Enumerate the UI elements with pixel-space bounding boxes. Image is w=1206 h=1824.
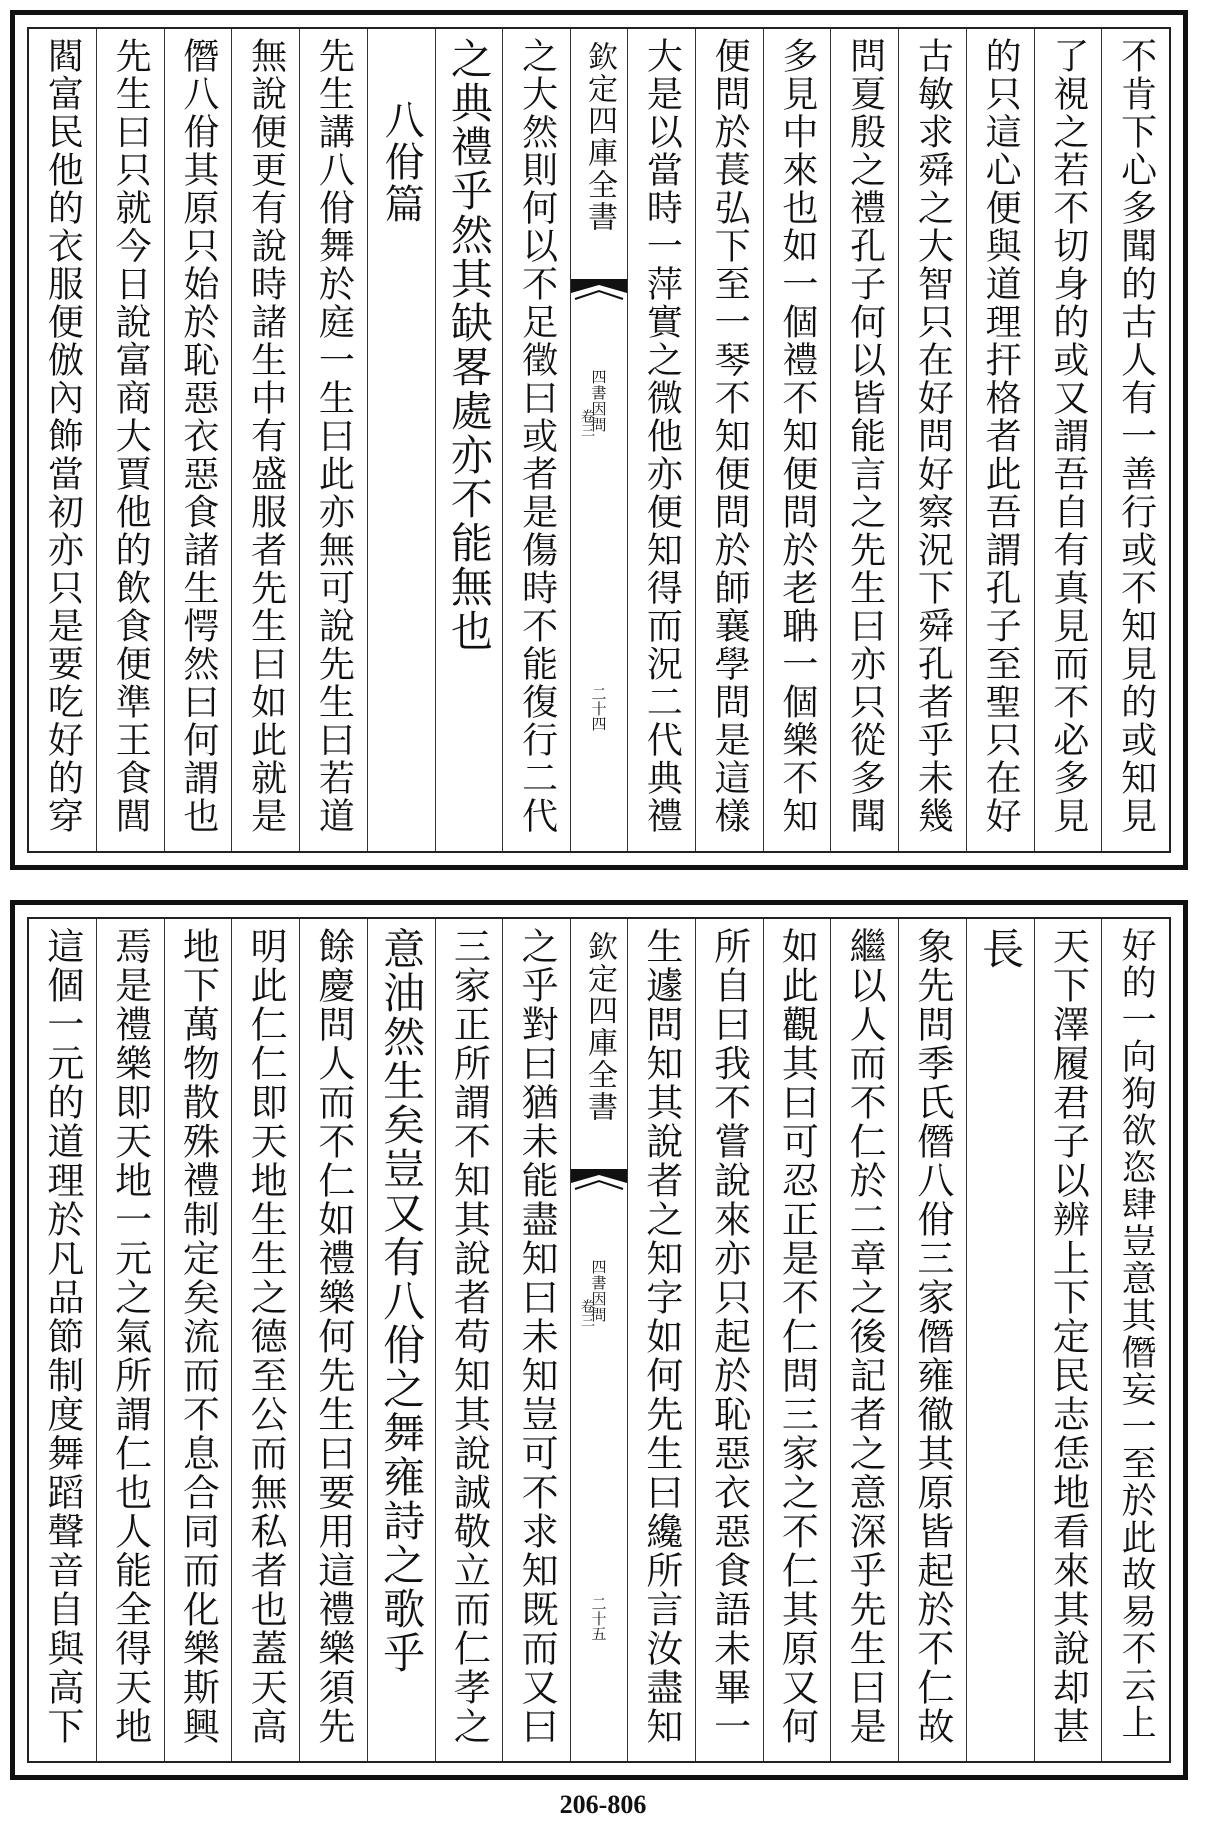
book-title: 欽定四庫全書	[582, 41, 617, 233]
column-text: 如此觀其曰可忍正是不仁問三家之不仁其原又何	[775, 927, 819, 1746]
column-text: 意油然生矣豈又有八佾之舞雍詩之歌乎	[377, 927, 427, 1675]
page-frame	[27, 917, 1171, 1763]
page-number: 二十四	[589, 686, 608, 731]
text-column	[763, 29, 831, 851]
text-column	[164, 29, 232, 851]
column-text: 天下澤履君子以辨上下定民志恁地看來其說却甚	[1046, 927, 1090, 1746]
volume-label: 卷三	[579, 1299, 595, 1327]
column-text: 古敏求舜之大智只在好問好察況下舜孔者乎未幾	[912, 37, 954, 835]
text-column	[164, 919, 232, 1761]
text-column	[695, 919, 763, 1761]
column-text: 長	[976, 927, 1026, 971]
column-text: 大是以當時一萍實之微他亦便知得而況二代典禮	[641, 37, 683, 835]
column-text: 餘慶問人而不仁如禮樂何先生曰要用這禮樂須先	[311, 927, 355, 1746]
column-text: 問夏殷之禮孔子何以皆能言之先生曰亦只從多聞	[844, 37, 886, 835]
text-column	[1101, 919, 1169, 1761]
text-column	[29, 29, 96, 851]
column-text: 的只這心便與道理扞格者此吾謂孔子至聖只在好	[980, 37, 1022, 835]
fishtail-ornament-icon	[571, 279, 627, 319]
text-column	[1034, 919, 1102, 1761]
column-text: 之典禮乎然其缺畧處亦不能無也	[444, 37, 494, 653]
fishtail-ornament-icon	[571, 1169, 627, 1209]
column-text: 好的一向狗欲恣肆豈意其僭妄一至於此故易不云上	[1116, 927, 1157, 1741]
column-text: 閻富民他的衣服便倣內飾當初亦只是要吃好的穿	[42, 37, 84, 835]
column-text: 焉是禮樂即天地一元之氣所謂仁也人能全得天地	[108, 927, 152, 1746]
text-column	[627, 919, 695, 1761]
text-column	[367, 919, 435, 1761]
text-column	[231, 919, 299, 1761]
column-text: 明此仁仁即天地生生之德至公而無私者也蓋天高	[244, 927, 288, 1746]
text-column	[299, 919, 367, 1761]
column-text: 先生講八佾舞於庭一生曰此亦無可說先生曰若道	[313, 37, 355, 835]
text-column	[695, 29, 763, 851]
text-column	[830, 919, 898, 1761]
text-column	[1101, 29, 1169, 851]
center-banner	[570, 29, 627, 851]
page-bottom	[10, 900, 1188, 1780]
column-text: 僭八佾其原只始於恥惡衣惡食諸生愕然曰何謂也	[177, 37, 219, 835]
book-title: 欽定四庫全書	[582, 931, 617, 1123]
text-column	[502, 919, 570, 1761]
volume-label: 卷三	[579, 409, 595, 437]
column-text: 三家正所謂不知其說者苟知其說誠敬立而仁孝之	[447, 927, 491, 1746]
page-top	[10, 10, 1188, 870]
text-column	[96, 29, 164, 851]
text-column	[763, 919, 831, 1761]
text-column	[898, 919, 966, 1761]
column-text: 便問於萇弘下至一琴不知便問於師襄學問是這樣	[709, 37, 751, 835]
text-column	[627, 29, 695, 851]
text-column	[1034, 29, 1102, 851]
page-frame	[27, 27, 1171, 853]
text-column	[435, 29, 503, 851]
text-column	[502, 29, 570, 851]
column-text: 繼以人而不仁於二章之後記者之意深乎先生曰是	[843, 927, 887, 1746]
column-text: 生遽問知其說者之知字如何先生曰纔所言汝盡知	[639, 927, 683, 1746]
text-column	[966, 29, 1034, 851]
column-text: 象先問季氏僭八佾三家僭雍徹其原皆起於不仁故	[910, 927, 954, 1746]
text-column	[96, 919, 164, 1761]
book-subtitle: 四書因問	[589, 1259, 608, 1323]
text-column	[231, 29, 299, 851]
column-text: 多見中來也如一個禮不知便問於老聃一個樂不知	[776, 37, 818, 835]
column-text: 了視之若不切身的或又謂吾自有真見而不必多見	[1047, 37, 1089, 835]
page-code: 206-806	[559, 1790, 647, 1819]
column-text: 先生曰只就今日說富商大賈他的飲食便準王食閭	[110, 37, 152, 835]
column-text: 之大然則何以不足徵曰或者是傷時不能復行二代	[516, 37, 558, 835]
column-text: 不肯下心多聞的古人有一善行或不知見的或知見	[1115, 37, 1157, 835]
text-column	[299, 29, 367, 851]
text-column	[966, 919, 1034, 1761]
text-column	[898, 29, 966, 851]
column-text: 這個一元的道理於凡品節制度舞蹈聲音自與高下	[40, 927, 84, 1746]
text-column	[29, 919, 96, 1761]
center-banner	[570, 919, 627, 1761]
column-text: 八佾篇	[378, 99, 425, 225]
text-columns	[29, 919, 1169, 1761]
column-text: 無說便更有說時諸生中有盛服者先生曰如此就是	[245, 37, 287, 835]
text-column	[830, 29, 898, 851]
page-number: 二十五	[589, 1596, 608, 1641]
column-text: 地下萬物散殊禮制定矣流而不息合同而化樂斯興	[176, 927, 220, 1746]
column-text: 所自曰我不嘗說來亦只起於恥惡衣惡食語未畢一	[707, 927, 751, 1746]
text-column	[367, 29, 435, 851]
text-columns	[29, 29, 1169, 851]
book-subtitle: 四書因問	[589, 369, 608, 433]
text-column	[435, 919, 503, 1761]
column-text: 之乎對曰猶未能盡知曰未知豈可不求知既而又曰	[515, 927, 559, 1746]
